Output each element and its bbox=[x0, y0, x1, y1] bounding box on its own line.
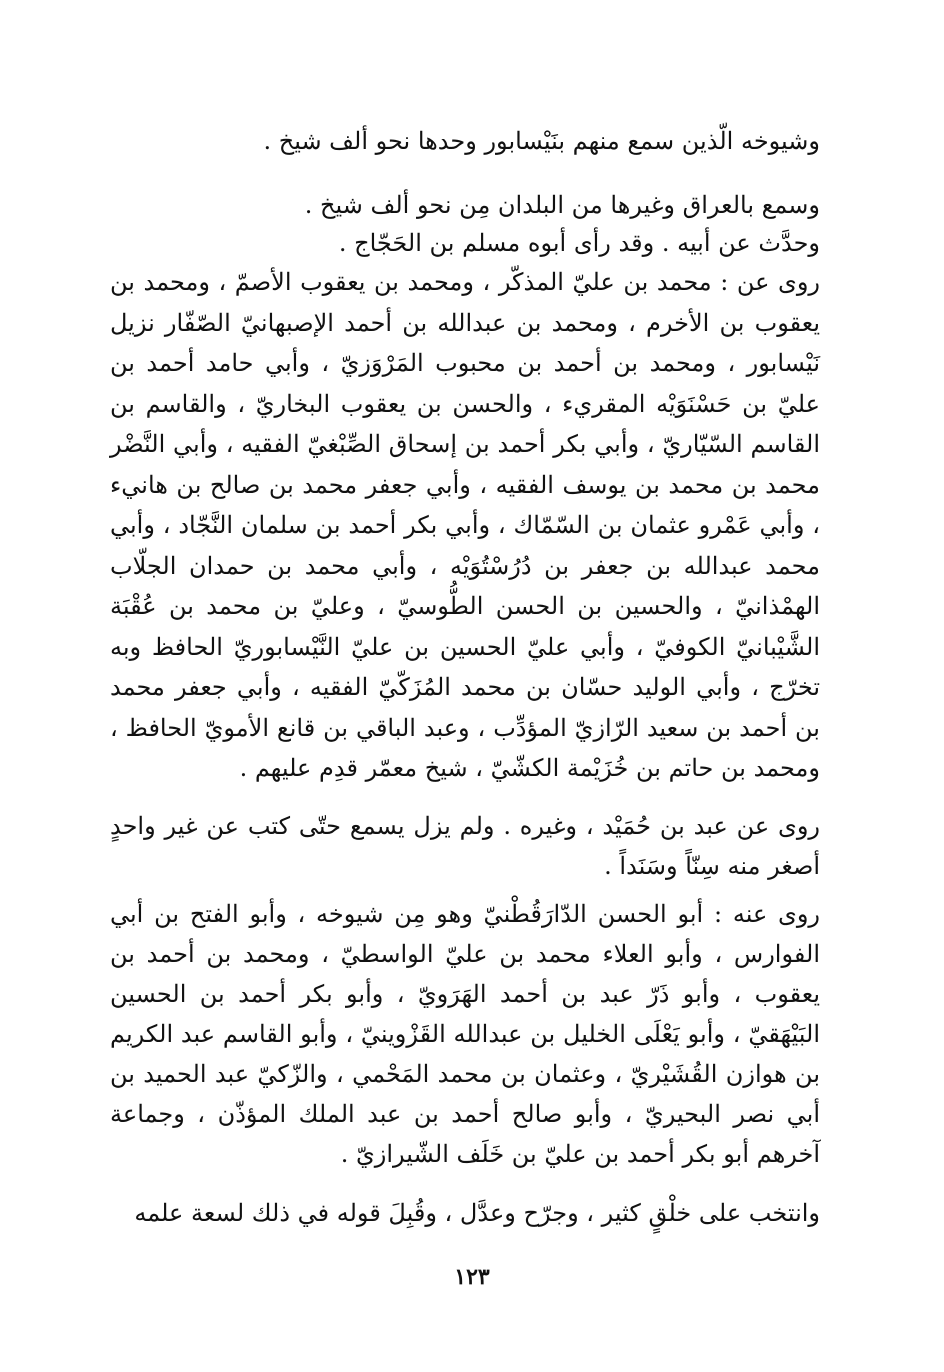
page-number: ١٢٣ bbox=[454, 1264, 490, 1290]
paragraph-haddatha: وحدَّث عن أبيه . وقد رأى أبوه مسلم بن الحَجّاج . bbox=[338, 229, 820, 257]
paragraph-rawa-anhu: روى عنه : أبو الحسن الدّارَقُطْنيّ وهو مِن شيوخه ، وأبو الفتح بن أبي الفوارس ، وأبو العلاء محمد بن عليّ الواسطيّ ، ومحمد بن أحمد بن يعقوب ، وأبو ذَرّ عبد بن أحمد الهَرَويّ ، وأبو بكر أحمد بن الحسين البَيْهَقيّ ، وأبو يَعْلَى الخليل بن عبدالله القَزْوينيّ ، وأبو القاسم عبد الكريم بن هوازن القُشَيْريّ ، وعثمان بن محمد المَحْمي ، والزّكيّ عبد الحميد بن أبي نصر البحيريّ ، وأبو صالح أحمد بن عبد الملك المؤذّن ، وجماعة آخرهم أبو بكر أحمد بن عليّ بن خَلَف الشّيرازيّ . bbox=[110, 900, 820, 1168]
paragraph-rawa-an-abd: روى عن عبد بن حُمَيْد ، وغيره . ولم يزل يسمع حتّى كتب عن غير واحدٍ أصغر منه سِنّاً وسَنَداً . bbox=[110, 812, 820, 880]
paragraph-sama-iraq: وسمع بالعراق وغيرها من البلدان مِن نحو ألف شيخ . bbox=[304, 191, 820, 219]
paragraph-intakhab: وانتخب على خلْقٍ كثير ، وجرّح وعدَّل ، وقُبِلَ قوله في ذلك لسعة علمه bbox=[134, 1199, 820, 1227]
paragraph-shuyukh-naysabur: وشيوخه الّذين سمع منهم بنَيْسابور وحدها نحو ألف شيخ . bbox=[263, 127, 820, 155]
paragraph-rawa-an: روى عن : محمد بن عليّ المذكّر ، ومحمد بن يعقوب الأصمّ ، ومحمد بن يعقوب بن الأخرم ، ومحمد بن عبدالله بن أحمد الإصبهانيّ الصّفّار نزيل نَيْسابور ، ومحمد بن أحمد بن محبوب المَرْوَزيّ ، وأبي حامد أحمد بن عليّ بن حَسْنَوَيْه المقريء ، والحسن بن يعقوب البخاريّ ، والقاسم بن القاسم السّيّاريّ ، وأبي بكر أحمد بن إسحاق الصِّبْغيّ الفقيه ، وأبي النَّضْر محمد بن محمد بن يوسف الفقيه ، وأبي جعفر محمد بن صالح بن هانيء ، وأبي عَمْرو عثمان بن السّمّاك ، وأبي بكر أحمد بن سلمان النَّجّاد ، وأبي محمد عبدالله بن جعفر بن دُرُسْتُوَيْه ، وأبي محمد بن حمدان الجلّاب الهمْذانيّ ، والحسين بن الحسن الطُّوسيّ ، وعليّ بن محمد بن عُقْبَة الشَّيْبانيّ الكوفيّ ، وأبي عليّ الحسين بن عليّ النَّيْسابوريّ الحافظ وبه تخرّج ، وأبي الوليد حسّان بن محمد المُزَكّيّ الفقيه ، وأبي جعفر محمد بن أحمد بن سعيد الرّازيّ المؤدِّب ، وعبد الباقي بن قانع الأمويّ الحافظ ، ومحمد بن حاتم بن خُزَيْمة الكشّيّ ، شيخ معمّر قدِم عليهم . bbox=[110, 268, 821, 782]
